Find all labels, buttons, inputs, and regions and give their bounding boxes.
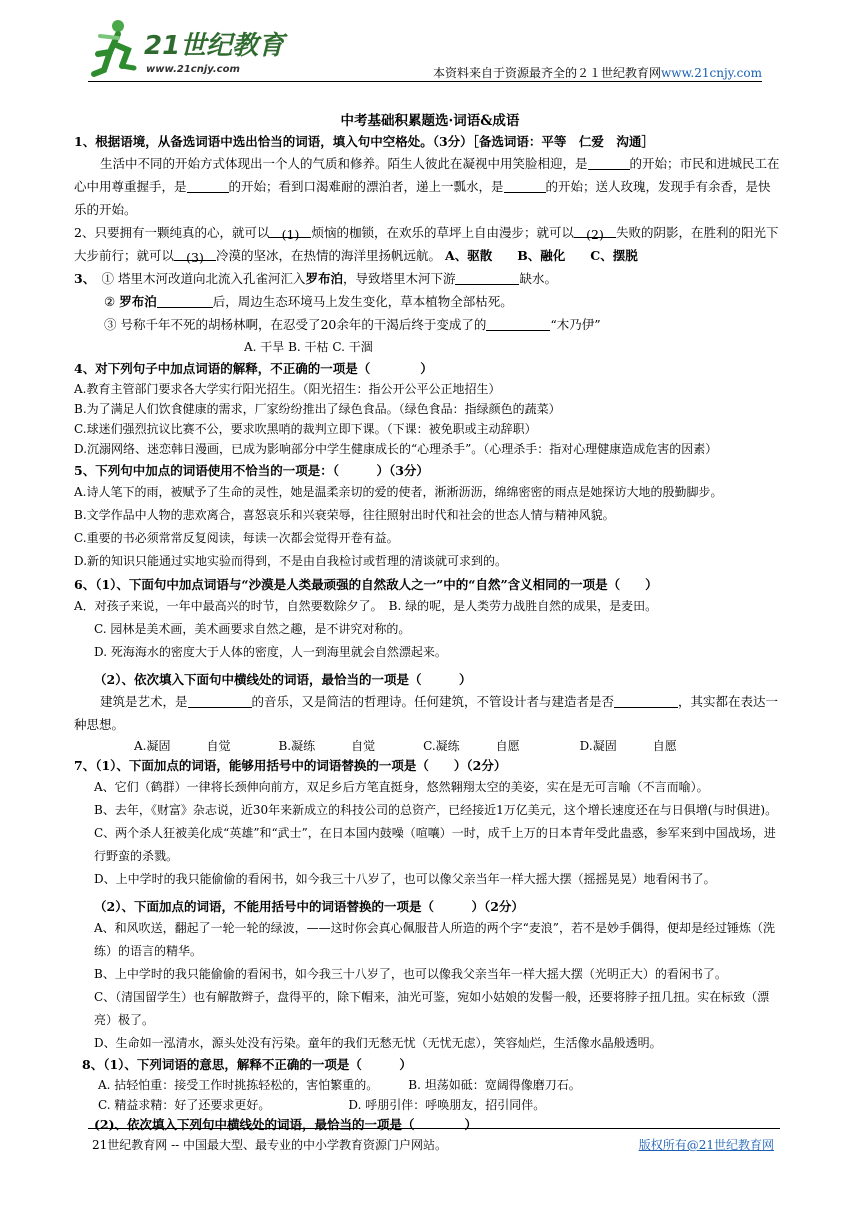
q4-stem: 4、对下列句子中加点词语的解释，不正确的一项是（ ） [74, 361, 433, 376]
q3-line-2 [74, 290, 780, 313]
q1-text-c: 的开始；看到口渴难耐的漂泊者，递上一瓢水，是 [228, 179, 504, 194]
q6-p2-blank-2[interactable] [614, 693, 678, 708]
q3-number: 3、 [74, 271, 89, 286]
q6-stem: 6、（1）、下面句中加点词语与“沙漠是人类最顽强的自然敌人之一”中的“自然”含义相同的一项是（ ） [74, 577, 658, 592]
q2-text-d: 冷漠的坚冰，在热情的海洋里扬帆远航。 [216, 248, 442, 263]
q4-option-a: A.教育主管部门要求各大学实行阳光招生。（阳光招生：指公开公平公正地招生） [74, 382, 501, 396]
q6-p2-text-c: ，其实都在表达一种思想。 [74, 694, 779, 732]
footer-rule [88, 1128, 780, 1129]
q3-l1c: ，导致塔里木河下游 [342, 271, 456, 286]
logo-text: 21世纪教育 [144, 31, 285, 61]
q1-blank-2[interactable] [187, 178, 229, 193]
q1-text [74, 152, 780, 221]
q3-l2c: 后，周边生态环境马上发生变化，草本植物全部枯死。 [212, 294, 513, 309]
q2-text-a: 2、只要拥有一颗纯真的心，就可以 [74, 225, 270, 240]
header-rule [88, 81, 762, 82]
q5-option-b: B.文学作品中人物的悲欢离合，喜怒哀乐和兴衰荣辱，往往照射出时代和社会的世态人情与精神风貌。 [74, 508, 615, 522]
header-note-prefix: 本资料来自于资源最齐全的２１世纪教育网 [433, 66, 662, 80]
site-logo [88, 14, 288, 88]
q7-option-c: C、两个杀人狂被美化成“英雄”和“武士”，在日本国内鼓噪（喧嚷）一时，成千上万的日本青年受此蛊惑，参军来到中国战场，进行野蛮的杀戮。 [94, 826, 776, 863]
q8-stem: 8、（1）、下列词语的意思，解释不正确的一项是（ ） [82, 1057, 412, 1072]
q1-blank-3[interactable] [504, 178, 546, 193]
q3-l2a: ② [104, 294, 120, 309]
q7-part2-option-a: A、和风吹送，翻起了一轮一轮的绿波，——这时你会真心佩服昔人所造的两个字“麦浪”，若不是妙手偶得，便却是经过锤炼（洗练）的语言的精华。 [94, 921, 775, 958]
q3-l1a: ① 塔里木河改道向北流入孔雀河汇入 [101, 271, 306, 286]
q7-part2-option-d: D、生命如一泓清水，源头处没有污染。童年的我们无愁无忧（无忧无虑），笑容灿烂，生活像水晶般透明。 [94, 1036, 662, 1050]
q8-option-cd: C. 精益求精：好了还要求更好。 D. 呼朋引伴：呼唤朋友，招引同伴。 [98, 1098, 546, 1112]
q3-line-3 [74, 313, 780, 336]
q8-option-ab: A. 拈轻怕重：接受工作时挑拣轻松的，害怕繁重的。 B. 坦荡如砥：宽阔得像磨刀石。 [98, 1078, 581, 1092]
header-link[interactable]: www.21cnjy.com [661, 66, 762, 80]
q3-line-1 [74, 267, 780, 290]
q2-options: A、驱散 B、融化 C、摆脱 [445, 248, 638, 263]
q5-stem: 5、下列句中加点的词语使用不恰当的一项是：（ ）（3分） [74, 463, 429, 478]
q7-option-d: D、上中学时的我只能偷偷的看闲书，如今我三十八岁了，也可以像父亲当年一样大摇大摆（摇摇晃晃）地看闲书了。 [94, 872, 716, 886]
q4-option-d: D.沉溺网络、迷恋韩日漫画，已成为影响部分中学生健康成长的“心理杀手”。（心理杀手：指对心理健康造成危害的因素） [74, 442, 718, 456]
q3-blank-3[interactable] [486, 316, 550, 331]
q3-l1b: 罗布泊 [305, 271, 343, 286]
q3-blank-2[interactable] [157, 293, 213, 308]
q3-l3b: “木乃伊” [550, 317, 601, 332]
q6-p2-blank-1[interactable] [188, 693, 252, 708]
footer-text: 21世纪教育网 -- 中国最大型、最专业的中小学教育资源门户网站。 [92, 1138, 448, 1152]
q7-part2-option-c: C、（清国留学生）也有解散辫子，盘得平的，除下帽来，油光可鉴，宛如小姑娘的发髻一般，还要将脖子扭几扭。实在标致（漂亮）极了。 [94, 990, 770, 1027]
q7-stem: 7、（1）、下面加点的词语，能够用括号中的词语替换的一项是（ ）（2分） [74, 758, 507, 773]
q3-l1d: 缺水。 [519, 271, 557, 286]
footer-copyright-link[interactable]: 版权所有@21世纪教育网 [638, 1138, 774, 1152]
q6-option-c: C. 园林是美术画，美术画要求自然之趣，是不讲究对称的。 [94, 622, 411, 636]
header-note [433, 64, 762, 81]
logo-url-text: www.21cnjy.com [146, 64, 240, 75]
q6-p2-text-a: 建筑是艺术，是 [100, 694, 188, 709]
question-body [74, 132, 780, 1135]
q2-text-b: 烦恼的枷锁，在欢乐的草坪上自由漫步；就可以 [311, 225, 574, 240]
q1-text-d: 的开始；送人玫瑰，发现手有余香，是快乐的开始。 [74, 179, 771, 217]
q6-option-d: D. 死海海水的密度大于人体的密度，人一到海里就会自然漂起来。 [94, 645, 447, 659]
q2-blank-3[interactable]: (3) [174, 246, 216, 261]
q3-blank-1[interactable] [455, 270, 519, 285]
q7-part2-stem: （2）、下面加点的词语，不能用括号中的词语替换的一项是（ ）（2分） [94, 899, 524, 914]
q5-option-a: A.诗人笔下的雨，被赋予了生命的灵性，她是温柔亲切的爱的使者，淅淅沥沥，绵绵密密的雨点是她探访大地的殷勤脚步。 [74, 485, 723, 499]
q1-stem: 1、根据语境，从备选词语中选出恰当的词语，填入句中空格处。（3分）［备选词语：平等 仁爱 沟通］ [74, 134, 654, 149]
q5-option-c: C.重要的书必须常常反复阅读，每读一次都会觉得开卷有益。 [74, 531, 399, 545]
q6-part2-text [74, 690, 780, 736]
q1-text-b: 的开始；市民和进城民工在心中用尊重握手，是 [74, 156, 780, 194]
runner-icon [94, 20, 134, 74]
q6-option-ab: A．对孩子来说，一年中最高兴的时节，自然要数除夕了。 B. 绿的呢，是人类劳力战胜自然的成果，是麦田。 [74, 599, 658, 613]
q1-blank-1[interactable] [588, 155, 630, 170]
q6-part2-stem: （2）、依次填入下面句中横线处的词语，最恰当的一项是（ ） [94, 672, 472, 687]
q7-option-a: A、它们（鹤群）一律将长颈伸向前方，双足乡后方笔直挺身，悠然翱翔太空的美姿，实在是无可言喻（不言而喻）。 [94, 780, 709, 794]
q6-p2-text-b: 的音乐，又是简洁的哲理诗。任何建筑，不管设计者与建造者是否 [251, 694, 615, 709]
q7-part2-option-b: B、上中学时的我只能偷偷的看闲书，如今我三十八岁了，也可以像我父亲当年一样大摇大摆（光明正大）的看闲书了。 [94, 967, 727, 981]
q2-text [74, 221, 780, 267]
q2-blank-1[interactable]: (1) [269, 223, 311, 238]
q7-option-b: B、去年，《财富》杂志说，近30年来新成立的科技公司的总资产，已经接近1万亿美元，这个增长速度还在与日俱增(与时俱进)。 [94, 803, 778, 817]
q3-l3a: ③ 号称千年不死的胡杨林啊，在忍受了20余年的干渴后终于变成了的 [104, 317, 487, 332]
q3-options: A. 干旱 B. 干枯 C. 干涸 [244, 340, 373, 354]
q6-part2-options: A.凝固 自觉 B.凝练 自觉 C.凝练 自愿 D.凝固 自愿 [134, 739, 677, 753]
q4-option-c: C.球迷们强烈抗议比赛不公，要求吹黑哨的裁判立即下课。（下课：被免职或主动辞职） [74, 422, 537, 436]
q2-text-c: 失败的阴影，在胜利的阳光下大步前行；就可以 [74, 225, 779, 263]
page-title: 中考基础积累题选·词语&成语 [340, 113, 520, 129]
q8-part2-stem: (2)、依次填入下列句中横线处的词语，最恰当的一项是（ ） [94, 1117, 478, 1132]
q2-blank-2[interactable]: (2) [574, 223, 616, 238]
q4-option-b: B.为了满足人们饮食健康的需求，厂家纷纷推出了绿色食品。（绿色食品：指绿颜色的蔬菜） [74, 402, 561, 416]
q1-text-a: 生活中不同的开始方式体现出一个人的气质和修养。陌生人彼此在凝视中用笑脸相迎，是 [100, 156, 588, 171]
q3-l2b: 罗布泊 [119, 294, 157, 309]
q5-option-d: D.新的知识只能通过实地实验而得到，不是由自我检讨或哲理的清谈就可求到的。 [74, 554, 508, 568]
